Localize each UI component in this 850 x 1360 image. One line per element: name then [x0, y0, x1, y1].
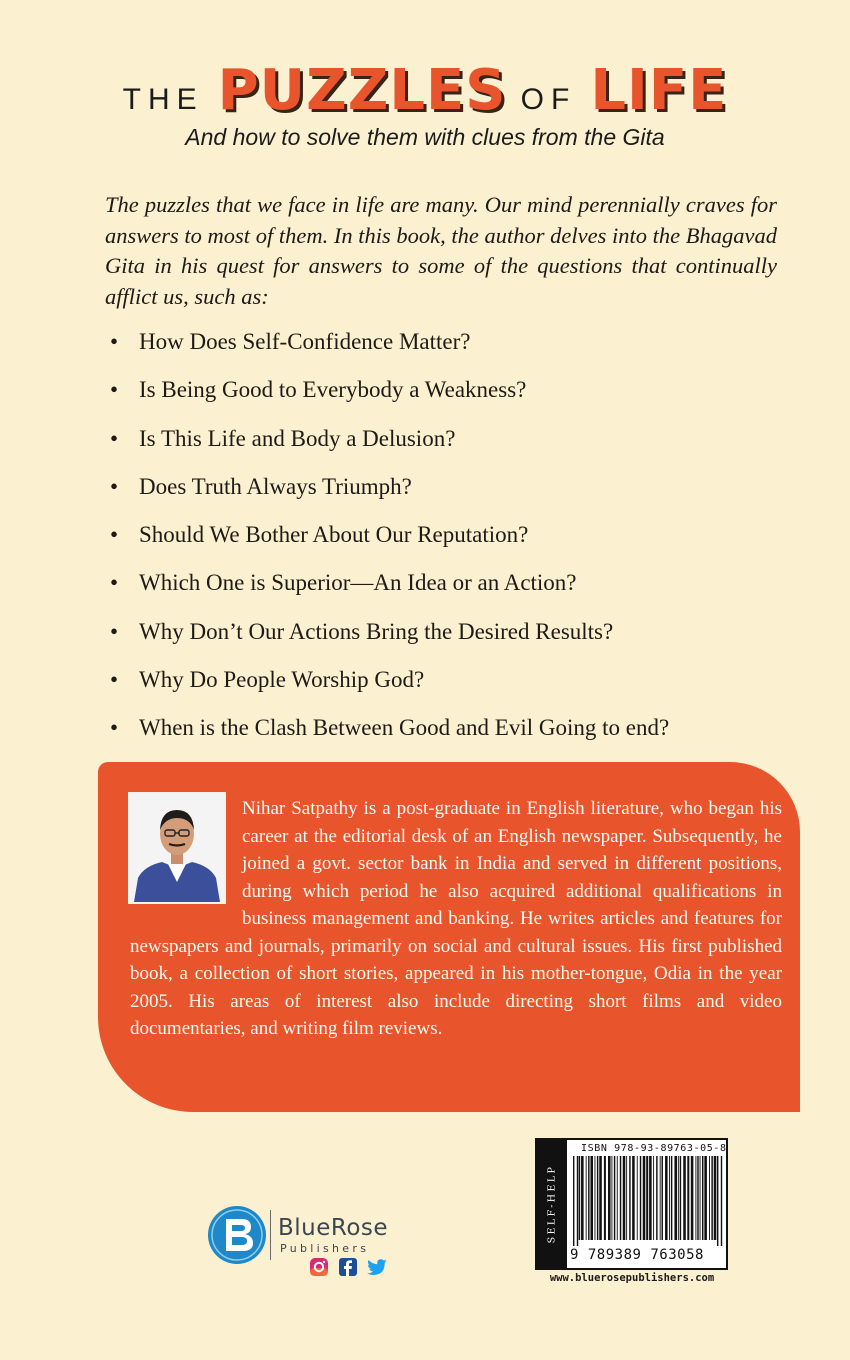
bullet-icon: •: [110, 570, 119, 596]
author-bio-text: Nihar Satpathy is a post-graduate in English literature, who began his career at the editorial desk of an English newspaper. Subsequently, he joined a govt. sector bank in India and served in different positions, during which period he also acquired additional qualifications in business management and banking. He writes articles and features for newspapers and journals, primarily on social and cultural issues. His first published book, a collection of short stories, appeared in his mother-tongue, Odia in the year 2005. His areas of interest also include directing short films and video documentaries, and writing film reviews.: [130, 798, 782, 1039]
bluerose-logo-icon: [207, 1205, 267, 1265]
logo-divider: [270, 1210, 271, 1260]
list-item: [110, 710, 790, 758]
bullet-icon: •: [110, 522, 119, 548]
barcode-area: [535, 1138, 728, 1270]
bullet-icon: •: [110, 715, 119, 741]
genre-label: SELF-HELP: [546, 1164, 558, 1244]
genre-strip: [537, 1140, 567, 1268]
bullet-icon: •: [110, 618, 119, 644]
bullet-icon: •: [110, 377, 119, 403]
bullet-icon: •: [110, 329, 119, 354]
book-title: [0, 58, 850, 123]
list-item: [110, 421, 790, 469]
isbn-digits: 9 789389 763058: [570, 1247, 704, 1263]
title-word-puzzles: PUZZLES: [217, 58, 507, 123]
author-bio: [130, 795, 782, 1043]
question-list: [110, 324, 790, 759]
question-text: Why Don’t Our Actions Bring the Desired Results?: [139, 618, 614, 644]
publisher-logo: [207, 1205, 267, 1265]
question-text: Which One is Superior—An Idea or an Action?: [139, 570, 577, 596]
publisher-website[interactable]: www.bluerosepublishers.com: [549, 1272, 715, 1284]
list-item: [110, 614, 790, 662]
publisher-name: BlueRose: [278, 1215, 389, 1241]
question-text: Does Truth Always Triumph?: [139, 473, 412, 499]
instagram-icon[interactable]: [309, 1257, 329, 1277]
bullet-icon: •: [110, 425, 119, 451]
question-text: When is the Clash Between Good and Evil Going to end?: [139, 715, 670, 741]
title-word-life: LIFE: [590, 58, 728, 123]
question-text: Why Do People Worship God?: [139, 667, 425, 693]
list-item: [110, 517, 790, 565]
list-item: [110, 372, 790, 420]
facebook-icon[interactable]: [338, 1257, 358, 1277]
list-item: [110, 565, 790, 613]
title-word-the: THE: [122, 83, 204, 116]
title-word-of: OF: [520, 83, 577, 116]
list-item: [110, 662, 790, 710]
question-text: Is This Life and Body a Delusion?: [139, 425, 456, 451]
barcode-icon: [571, 1156, 723, 1246]
list-item: [110, 324, 790, 372]
book-subtitle: And how to solve them with clues from the Gita: [185, 124, 665, 150]
question-text: Should We Bother About Our Reputation?: [139, 522, 529, 548]
intro-paragraph: The puzzles that we face in life are many. Our mind perennially craves for answers to most of them. In this book, the author delves into the Bhagavad Gita in his quest for answers to some of the questions that continually afflict us, such as:: [105, 192, 777, 309]
twitter-icon[interactable]: [366, 1257, 386, 1277]
isbn-label: ISBN 978-93-89763-05-8: [581, 1143, 727, 1154]
question-text: How Does Self-Confidence Matter?: [139, 329, 471, 354]
list-item: [110, 469, 790, 517]
question-text: Is Being Good to Everybody a Weakness?: [139, 377, 527, 403]
bullet-icon: •: [110, 473, 119, 499]
bullet-icon: •: [110, 667, 119, 693]
publisher-subtitle: Publishers: [280, 1242, 370, 1255]
